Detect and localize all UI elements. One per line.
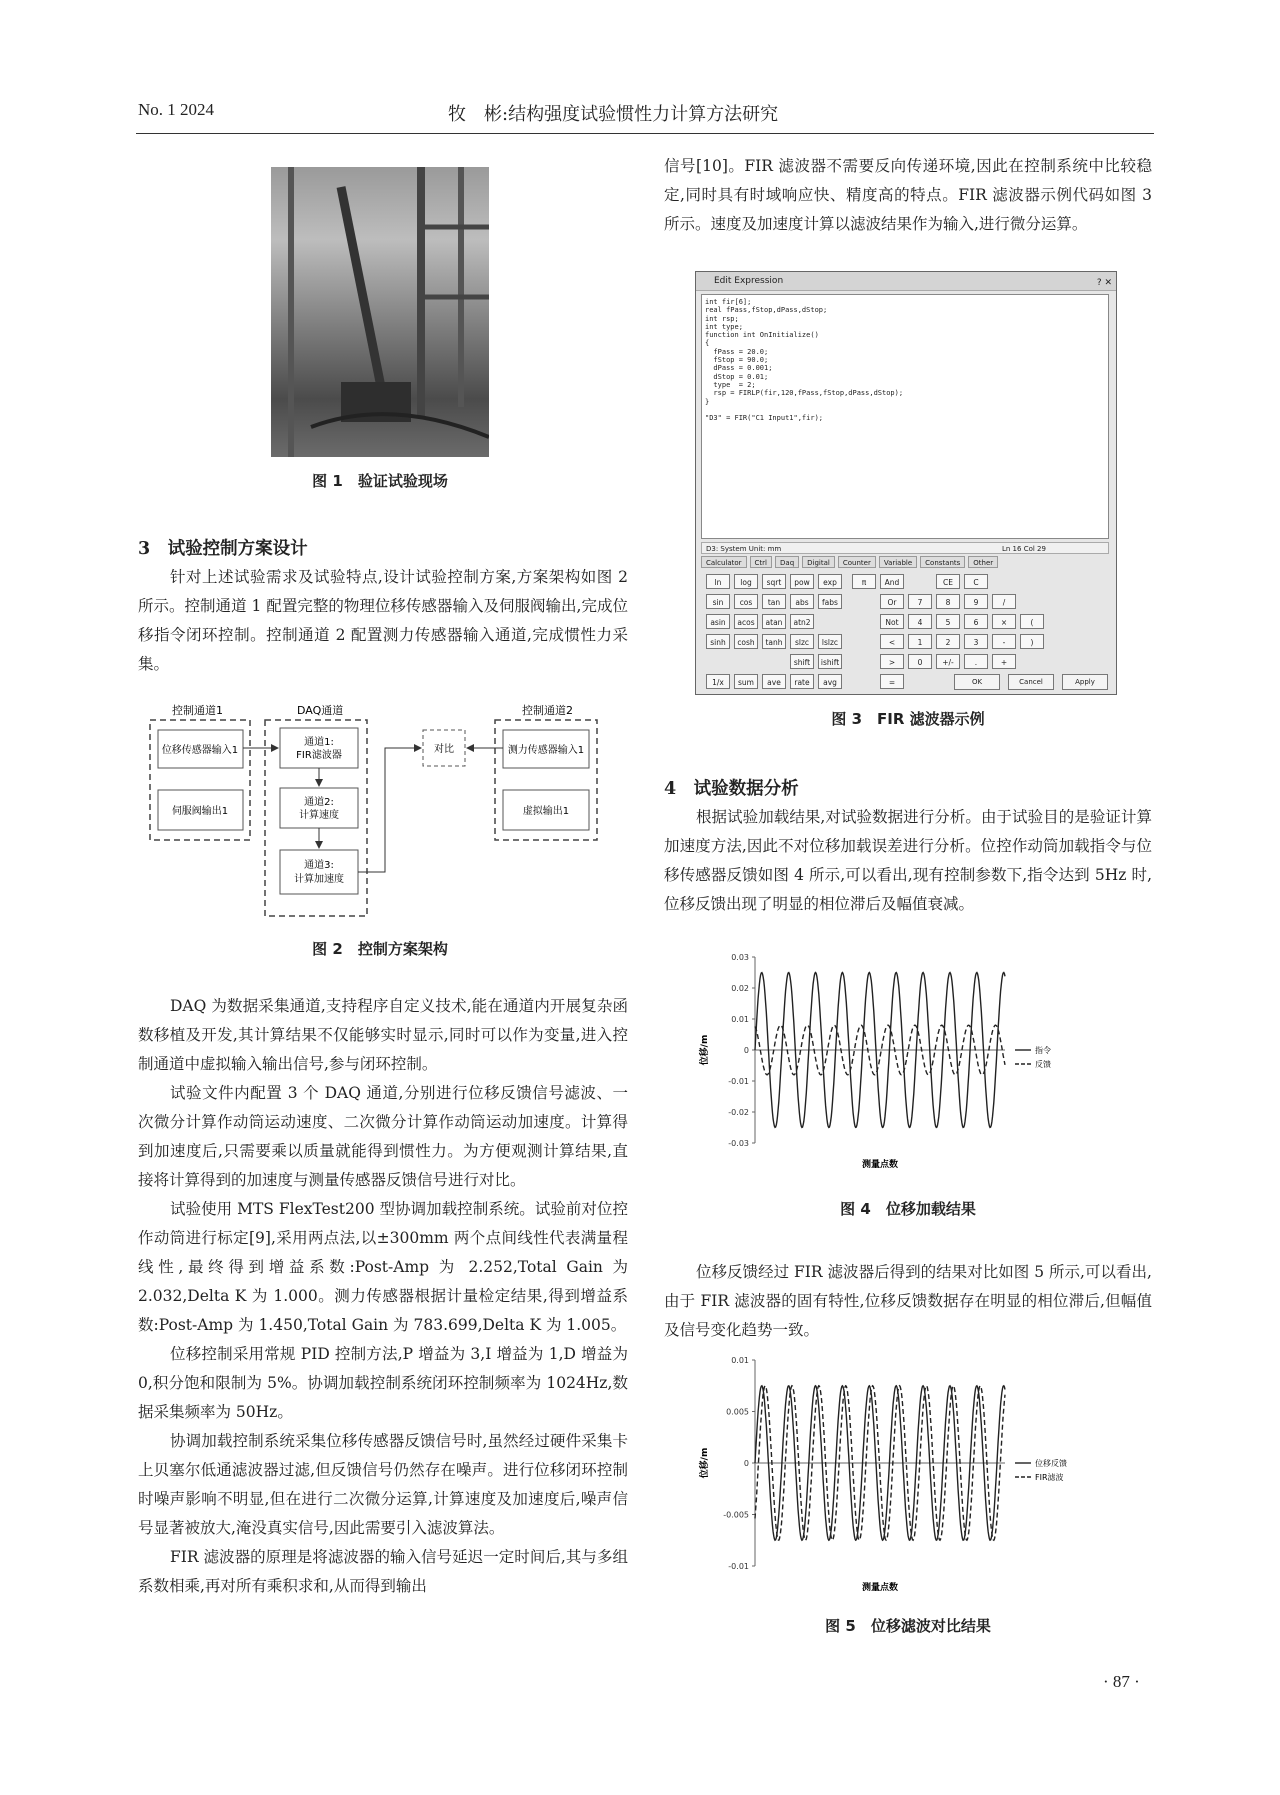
status-right: Ln 16 Col 29 (1002, 545, 1046, 553)
calc-tab[interactable]: Counter (838, 556, 876, 568)
calc-key[interactable]: 7 (908, 594, 932, 609)
calc-key[interactable]: ) (1020, 634, 1044, 649)
calc-key[interactable]: ( (1020, 614, 1044, 629)
calc-key[interactable]: 3 (964, 634, 988, 649)
calc-key[interactable]: π (852, 574, 876, 589)
calc-key[interactable]: 5 (936, 614, 960, 629)
legend-label: 位移反馈 (1035, 1459, 1067, 1468)
calc-tab[interactable]: Calculator (701, 556, 747, 568)
y-tick-label: 0.03 (731, 953, 749, 962)
calc-key[interactable]: atan (762, 614, 786, 629)
calc-key[interactable]: tan (762, 594, 786, 609)
calc-key[interactable]: > (880, 654, 904, 669)
left-paragraph6: 协调加载控制系统采集位移传感器反馈信号时,虽然经过硬件采集卡上贝塞尔低通滤波器过滤,但反馈信号仍然存在噪声。进行位移闭环控制时噪声影响不明显,但在进行二次微分运算,计算速度及加速度后,噪声信号显著被放大,淹没真实信号,因此需要引入滤波算法。 (138, 1432, 628, 1537)
calc-key[interactable]: 4 (908, 614, 932, 629)
figure2-caption: 图 2 控制方案架构 (312, 940, 448, 958)
calc-key[interactable]: fabs (818, 594, 842, 609)
y-axis-label: 位移/m (700, 1447, 710, 1479)
left-paragraph7: FIR 滤波器的原理是将滤波器的输入信号延迟一定时间后,其与多组系数相乘,再对所有乘积求和,从而得到输出 (138, 1548, 628, 1595)
photo-sketch (271, 167, 489, 457)
calc-tab[interactable]: Constants (920, 556, 965, 568)
journal-issue: No. 1 2024 (138, 100, 215, 119)
group2-label: DAQ通道 (297, 704, 344, 717)
legend-label: 反馈 (1035, 1060, 1051, 1069)
y-tick-label: -0.01 (728, 1077, 749, 1086)
window-controls[interactable]: ? ✕ (1096, 278, 1112, 288)
box-servo-output-label: 伺服阀输出1 (171, 806, 229, 817)
figure3-caption: 图 3 FIR 滤波器示例 (831, 710, 985, 728)
calc-key[interactable]: abs (790, 594, 814, 609)
section3-heading: 3 试验控制方案设计 (138, 539, 308, 559)
left-paragraph5: 位移控制采用常规 PID 控制方法,P 增益为 3,I 增益为 1,D 增益为 0,积分饱和限制为 5%。协调加载控制系统闭环控制频率为 1024Hz,数据采集频率为 50Hz。 (138, 1345, 628, 1421)
box-channel1-line1: 通道1: (304, 737, 334, 748)
calc-key[interactable]: 9 (964, 594, 988, 609)
calculator-tabs (701, 556, 1109, 568)
calc-key[interactable]: Not (880, 614, 904, 629)
calc-key[interactable]: / (992, 594, 1016, 609)
box-channel3 (280, 850, 358, 894)
calc-key[interactable]: avg (818, 674, 842, 689)
calc-key[interactable]: shift (790, 654, 814, 669)
y-tick-label: -0.02 (728, 1108, 749, 1117)
calc-key[interactable]: asin (706, 614, 730, 629)
window-titlebar (696, 272, 1116, 291)
calc-key[interactable]: atn2 (790, 614, 814, 629)
calc-key[interactable]: × (992, 614, 1016, 629)
calc-key[interactable]: . (964, 654, 988, 669)
box-channel2-line2: 计算速度 (299, 810, 339, 821)
calc-key[interactable]: cos (734, 594, 758, 609)
section3-block (138, 535, 628, 679)
box-channel2 (280, 788, 358, 828)
section4-paragraph1: 根据试验加载结果,对试验数据进行分析。由于试验目的是验证计算加速度方法,因此不对位移加载误差进行分析。位控作动筒加载指令与位移传感器反馈如图 4 所示,可以看出,现有控制参数下,指令达到 5Hz 时,位移反馈出现了明显的相位滞后及幅值衰减。 (664, 808, 1152, 913)
calc-key[interactable]: cosh (734, 634, 758, 649)
box-force-input-label: 测力传感器输入1 (507, 745, 585, 756)
box-channel3-line1: 通道3: (304, 860, 334, 871)
calc-key[interactable]: acos (734, 614, 758, 629)
cancel-button[interactable]: Cancel (1008, 674, 1054, 690)
box-compare-label: 对比 (434, 744, 454, 755)
displacement-loading-chart (695, 945, 1115, 1175)
calc-key[interactable]: rate (790, 674, 814, 689)
y-tick-label: 0.01 (731, 1015, 749, 1024)
y-axis-label: 位移/m (700, 1034, 710, 1066)
page-number: · 87 · (1103, 1672, 1140, 1691)
section4-block2 (664, 1258, 1152, 1345)
group1-label: 控制通道1 (172, 704, 223, 717)
calc-key[interactable]: CE (936, 574, 960, 589)
code-editor[interactable]: int fir[6]; real fPass,fStop,dPass,dStop; int rsp; int type; function int OnInitialize() { fPass = 20.0; fStop = 90.0; dPass = 0.001; dStop = 0.01; type = 2; rsp = FIRLP(fir,120,fPass,fStop,dPass,dStop); } "D3" = FIR("C1 Input1",fir); (701, 294, 1109, 539)
calc-key[interactable]: sqrt (762, 574, 786, 589)
calc-tab[interactable]: Digital (802, 556, 835, 568)
running-title: 牧 彬:结构强度试验惯性力计算方法研究 (448, 104, 779, 125)
box-channel1-line2: FIR滤波器 (296, 750, 342, 761)
calc-key[interactable]: ave (762, 674, 786, 689)
y-tick-label: 0.005 (726, 1407, 749, 1417)
y-tick-label: 0.01 (731, 1356, 749, 1365)
test-site-photo (271, 167, 489, 457)
calc-key[interactable]: log (734, 574, 758, 589)
header-rule (136, 133, 1154, 134)
calc-tab[interactable]: Ctrl (750, 556, 772, 568)
calc-key[interactable]: 1/x (706, 674, 730, 689)
legend-label: FIR滤波 (1035, 1473, 1064, 1482)
calc-key[interactable]: +/- (936, 654, 960, 669)
calc-key[interactable]: 1 (908, 634, 932, 649)
apply-button[interactable]: Apply (1062, 674, 1108, 690)
y-tick-label: -0.01 (728, 1562, 749, 1571)
box-channel3-line2: 计算加速度 (294, 874, 344, 885)
calc-key[interactable]: sinh (706, 634, 730, 649)
calc-key[interactable]: ln (706, 574, 730, 589)
y-tick-label: -0.03 (728, 1139, 749, 1148)
calc-key[interactable]: = (880, 674, 904, 689)
right-paragraph1: 信号[10]。FIR 滤波器不需要反向传递环境,因此在控制系统中比较稳定,同时具有时域响应快、精度高的特点。FIR 滤波器示例代码如图 3 所示。速度及加速度计算以滤波结果作为输入,进行微分运算。 (664, 157, 1152, 233)
calc-key[interactable]: C (964, 574, 988, 589)
calc-key[interactable]: lslzc (818, 634, 842, 649)
y-tick-label: 0 (743, 1459, 749, 1468)
calc-key[interactable]: And (880, 574, 904, 589)
calc-key[interactable]: 6 (964, 614, 988, 629)
left-paragraph3: 试验文件内配置 3 个 DAQ 通道,分别进行位移反馈信号滤波、一次微分计算作动筒运动速度、二次微分计算作动筒运动加速度。计算得到加速度后,只需要乘以质量就能得到惯性力。为方便观测计算结果,直接将计算得到的加速度与测量传感器反馈信号进行对比。 (138, 1084, 628, 1189)
box-position-input-label: 位移传感器输入1 (161, 745, 239, 756)
legend-label: 指令 (1035, 1046, 1051, 1055)
box-channel2-line1: 通道2: (304, 797, 334, 808)
figure1-caption: 图 1 验证试验现场 (312, 472, 448, 490)
section3-paragraph1: 针对上述试验需求及试验特点,设计试验控制方案,方案架构如图 2 所示。控制通道 1 配置完整的物理位移传感器输入及伺服阀输出,完成位移指令闭环控制。控制通道 2 配置测力传感器输入通道,完成惯性力采集。 (138, 568, 628, 673)
calc-key[interactable]: pow (790, 574, 814, 589)
calc-key[interactable]: tanh (762, 634, 786, 649)
calc-key[interactable]: exp (818, 574, 842, 589)
calc-tab[interactable]: Daq (775, 556, 799, 568)
filter-comparison-chart (695, 1348, 1115, 1598)
calc-key[interactable]: Or (880, 594, 904, 609)
edit-expression-window (695, 271, 1117, 695)
figure5-caption: 图 5 位移滤波对比结果 (825, 1617, 991, 1635)
status-left: D3: System Unit: mm (706, 545, 782, 553)
box-virtual-output-label: 虚拟输出1 (522, 806, 570, 817)
section4-paragraph2: 位移反馈经过 FIR 滤波器后得到的结果对比如图 5 所示,可以看出,由于 FIR 滤波器的固有特性,位移反馈数据存在明显的相位滞后,但幅值及信号变化趋势一致。 (664, 1263, 1152, 1339)
calc-key[interactable]: slzc (790, 634, 814, 649)
calc-key[interactable]: + (992, 654, 1016, 669)
section4-heading: 4 试验数据分析 (664, 779, 799, 799)
calc-key[interactable]: sin (706, 594, 730, 609)
calc-key[interactable]: 2 (936, 634, 960, 649)
calc-tab[interactable]: Other (968, 556, 998, 568)
ok-button[interactable]: OK (954, 674, 1000, 690)
y-tick-label: 0.02 (731, 984, 749, 993)
calc-key[interactable]: sum (734, 674, 758, 689)
calc-key[interactable]: ishift (818, 654, 842, 669)
calc-key[interactable]: 8 (936, 594, 960, 609)
x-axis-label: 测量点数 (861, 1160, 899, 1170)
calc-key[interactable]: 0 (908, 654, 932, 669)
y-tick-label: -0.005 (723, 1510, 749, 1520)
control-architecture-diagram (140, 700, 620, 920)
group3-label: 控制通道2 (522, 704, 573, 717)
section4-block (664, 775, 1152, 919)
status-bar (701, 542, 1109, 554)
left-paragraph4: 试验使用 MTS FlexTest200 型协调加载控制系统。试验前对位控作动筒进行标定[9],采用两点法,以±300mm 两个点间线性代表满量程线性,最终得到增益系数:Post-Amp 为 2.252,Total Gain 为 2.032,Delta K 为 1.000。测力传感器根据计量检定结果,得到增益系数:Post-Amp 为 1.450,Total Gain 为 783.699,Delta K 为 1.005。 (138, 1200, 628, 1334)
calc-key[interactable]: < (880, 634, 904, 649)
figure4-caption: 图 4 位移加载结果 (840, 1200, 976, 1218)
left-paragraph2: DAQ 为数据采集通道,支持程序自定义技术,能在通道内开展复杂函数移植及开发,其计算结果不仅能够实时显示,同时可以作为变量,进入控制通道中虚拟输入输出信号,参与闭环控制。 (138, 997, 628, 1073)
calc-tab[interactable]: Variable (879, 556, 917, 568)
y-tick-label: 0 (743, 1046, 749, 1055)
calc-key[interactable]: - (992, 634, 1016, 649)
x-axis-label: 测量点数 (861, 1583, 899, 1593)
dialog-buttons (954, 674, 1108, 690)
window-title: Edit Expression (714, 276, 784, 286)
right-body-block (664, 152, 1152, 239)
left-body-block (138, 992, 628, 1601)
box-channel1 (280, 728, 358, 768)
